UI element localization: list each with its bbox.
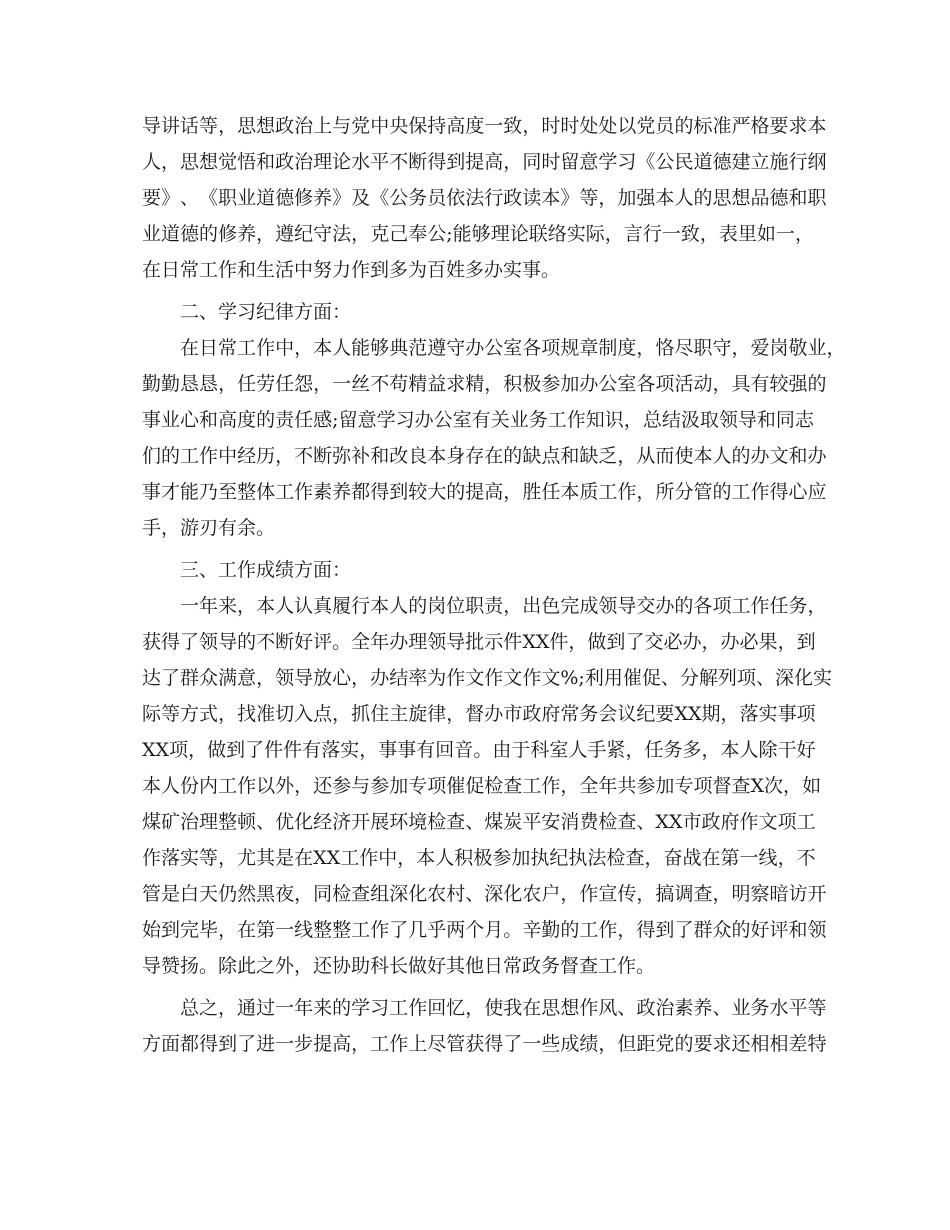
text-line: 手，游刃有余。 bbox=[142, 517, 276, 539]
text-line: 事 业 心 和 高 度 的 责 任 感 ; 留 意 学 习 办 公 室 有 关 业 务 工 作 知 识 ， 总 结 汲 取 领 导 和 同 志 bbox=[142, 409, 814, 431]
text-line: 业 道 德 的 修 养 ， 遵 纪 守 法 ， 克 己 奉 公 ; 能 够 理 论 联 络 实 际 ， 言 行 一 致 ， 表 里 如 一 ， bbox=[142, 223, 814, 245]
text-line: 本 人 份 内 工 作 以 外 ， 还 参 与 参 加 专 项 催 促 检 查 工 作 ， 全 年 共 参 加 专 项 督 查 X 次 ， 如 bbox=[142, 775, 822, 797]
text-line: 在 日 常 工 作 中 ， 本 人 能 够 典 范 遵 守 办 公 室 各 项 规 章 制 度 ， 恪 尽 职 守 ， 爱 岗 敬 业 ， bbox=[180, 337, 846, 359]
text-line: 要 》 、 《 职 业 道 德 修 养 》 及 《 公 务 员 依 法 行 政 读 本 》 等 ， 加 强 本 人 的 思 想 品 德 和 职 bbox=[142, 187, 827, 209]
text-line: 煤 矿 治 理 整 顿 、 优 化 经 济 开 展 环 境 检 查 、 煤 炭 平 安 消 费 检 查 、 XX 市 政 府 作 文 项 工 bbox=[142, 811, 816, 833]
text-line: 际 等 方 式 ， 找 准 切 入 点 ， 抓 住 主 旋 律 ， 督 办 市 政 府 常 务 会 议 纪 要 XX 期 ， 落 实 事 项 bbox=[142, 703, 816, 725]
text-line: XX 项 ， 做 到 了 件 件 有 落 实 ， 事 事 有 回 音 。 由 于 科 室 人 手 紧 ， 任 务 多 ， 本 人 除 干 好 bbox=[142, 739, 816, 761]
text-line: 始 到 完 毕 ， 在 第 一 线 整 整 工 作 了 几 乎 两 个 月 。 辛 勤 的 工 作 ， 得 到 了 群 众 的 好 评 和 领 bbox=[142, 919, 827, 941]
text-line: 方 面 都 得 到 了 进 一 步 提 高 ， 工 作 上 尽 管 获 得 了 一 些 成 绩 ， 但 距 党 的 要 求 还 相 相 差 特 bbox=[142, 1033, 827, 1055]
text-line: 们 的 工 作 中 经 历 ， 不 断 弥 补 和 改 良 本 身 存 在 的 缺 点 和 缺 乏 ， 从 而 使 本 人 的 办 文 和 办 bbox=[142, 445, 827, 467]
text-line: 人 ， 思 想 觉 悟 和 政 治 理 论 水 平 不 断 得 到 提 高 ， 同 时 留 意 学 习 《 公 民 道 德 建 立 施 行 纲 bbox=[142, 151, 827, 173]
text-line: 达 了 群 众 满 意 ， 领 导 放 心 ， 办 结 率 为 作 文 作 文 作 文 % ; 利 用 催 促 、 分 解 列 项 、 深 化 实 bbox=[142, 667, 833, 689]
text-line: 总 之 ， 通 过 一 年 来 的 学 习 工 作 回 忆 ， 使 我 在 思 想 作 风 、 政 治 素 养 、 业 务 水 平 等 bbox=[180, 997, 827, 1019]
text-line: 导赞扬。除此之外，还协助科长做好其他日常政务督查工作。 bbox=[142, 955, 656, 977]
text-line: 导 讲 话 等 ， 思 想 政 治 上 与 党 中 央 保 持 高 度 一 致 ， 时 时 处 处 以 党 员 的 标 准 严 格 要 求 本 bbox=[142, 115, 827, 137]
text-line: 二、学习纪律方面： bbox=[180, 301, 352, 323]
text-line: 一 年 来 ， 本 人 认 真 履 行 本 人 的 岗 位 职 责 ， 出 色 完 成 领 导 交 办 的 各 项 工 作 任 务 ， bbox=[180, 595, 827, 617]
text-line: 事 才 能 乃 至 整 体 工 作 素 养 都 得 到 较 大 的 提 高 ， 胜 任 本 质 工 作 ， 所 分 管 的 工 作 得 心 应 bbox=[142, 481, 827, 503]
text-line: 管 是 白 天 仍 然 黑 夜 ， 同 检 查 组 深 化 农 村 、 深 化 农 户 ， 作 宣 传 ， 搞 调 查 ， 明 察 暗 访 开 bbox=[142, 883, 827, 905]
text-line: 在日常工作和生活中努力作到多为百姓多办实事。 bbox=[142, 259, 561, 281]
text-line: 三、工作成绩方面： bbox=[180, 559, 352, 581]
text-line: 作 落 实 等 ， 尤 其 是 在 XX 工 作 中 ， 本 人 积 极 参 加 执 纪 执 法 检 查 ， 奋 战 在 第 一 线 ， 不 bbox=[142, 847, 816, 869]
text-line: 勤 勤 恳 恳 ， 任 劳 任 怨 ， 一 丝 不 苟 精 益 求 精 ， 积 极 参 加 办 公 室 各 项 活 动 ， 具 有 较 强 的 bbox=[142, 373, 827, 395]
text-line: 获 得 了 领 导 的 不 断 好 评 。 全 年 办 理 领 导 批 示 件 XX 件 ， 做 到 了 交 必 办 ， 办 必 果 ， 到 bbox=[142, 631, 816, 653]
